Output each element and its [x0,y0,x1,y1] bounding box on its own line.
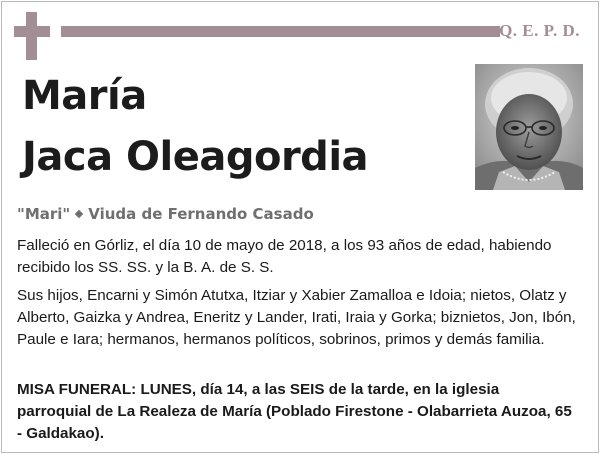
deceased-first-name: María [22,73,147,119]
family-list: Sus hijos, Encarni y Simón Atutxa, Itziar y Xabier Zamalloa e Idoia; nietos, Olatz y Alberto, Gaizka y Andrea, Eneritz y Lander, Irati, Iraia y Gorka; biznietos, Jon, Ibón, Paule e Iara; hermanos, hermanos políticos, sobrinos, primos y demás familia. [17,287,576,348]
death-announcement: Falleció en Górliz, el día 10 de mayo de 2018, a los 93 años de edad, habiendo recibido los SS. SS. y la B. A. de S. S. [17,237,552,276]
widow-of: Viuda de Fernando Casado [88,205,314,223]
deceased-surnames: Jaca Oleagordia [22,134,369,180]
obituary-notice [1,1,599,453]
deceased-portrait [475,64,583,190]
cross-icon [14,12,50,60]
funeral-mass-info: MISA FUNERAL: LUNES, día 14, a las SEIS de la tarde, en la iglesia parroquial de La Realeza de María (Poblado Firestone - Olabarrieta Auzoa, 65 - Galdakao). [17,381,572,442]
nickname: "Mari" [17,205,71,223]
subtitle [17,205,314,223]
diamond-icon [75,210,83,218]
qepd-label: Q. E. P. D. [499,21,580,40]
header-bar [61,26,500,37]
